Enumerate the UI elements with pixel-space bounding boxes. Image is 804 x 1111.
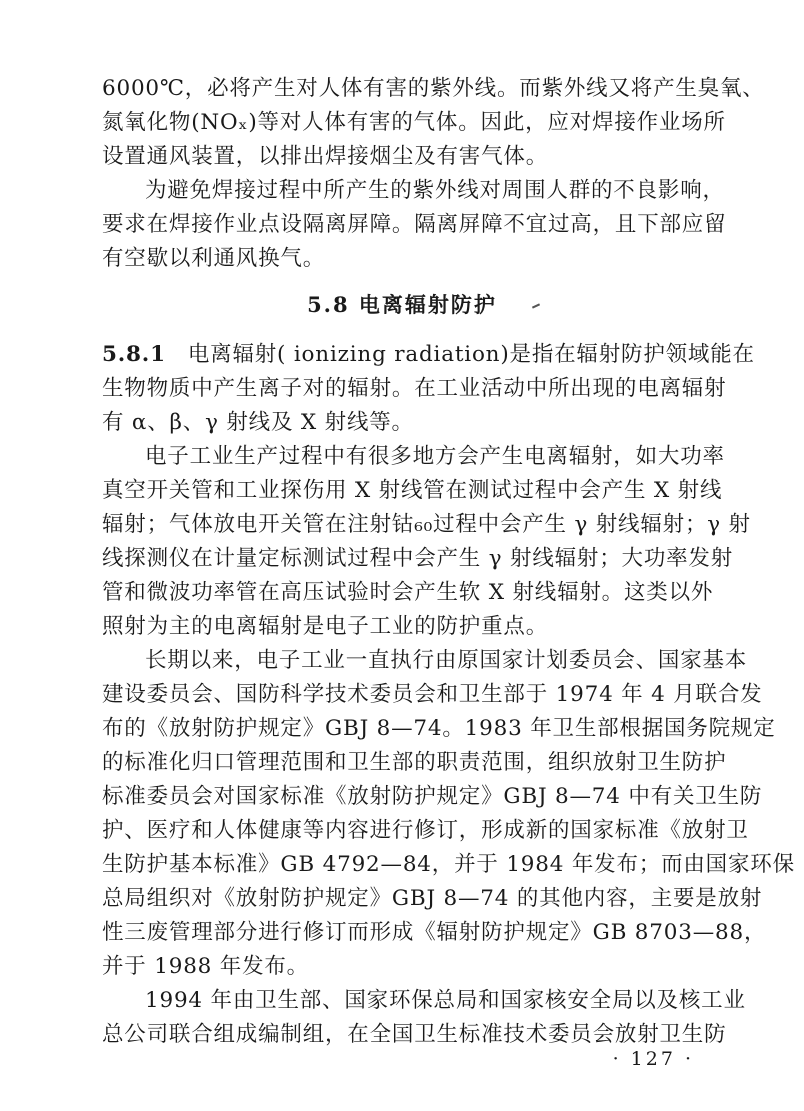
paragraph-line: 性三废管理部分进行修订而形成《辐射防护规定》GB 8703—88， xyxy=(102,920,767,945)
page-number: · 127 · xyxy=(612,1048,694,1070)
paragraph-line: 长期以来，电子工业一直执行由原国家计划委员会、国家基本 xyxy=(145,648,748,673)
paragraph-line: 建设委员会、国防科学技术委员会和卫生部于 1974 年 4 月联合发 xyxy=(102,682,763,707)
section-heading: 5.8 电离辐射防护 xyxy=(307,292,497,317)
paragraph-line: 生防护基本标准》GB 4792—84，并于 1984 年发布；而由国家环保 xyxy=(102,852,795,877)
paragraph-line: 护、医疗和人体健康等内容进行修订，形成新的国家标准《放射卫 xyxy=(102,818,749,843)
paragraph-line: 氮氧化物(NOₓ)等对人体有害的气体。因此，应对焊接作业场所 xyxy=(102,110,726,135)
paragraph-line: 标准委员会对国家标准《放射防护规定》GBJ 8—74 中有关卫生防 xyxy=(102,784,763,809)
paragraph-line: 1994 年由卫生部、国家环保总局和国家核安全局以及核工业 xyxy=(145,988,746,1013)
paragraph-line: 有 α、β、γ 射线及 X 射线等。 xyxy=(102,410,414,435)
paragraph-line: 设置通风装置，以排出焊接烟尘及有害气体。 xyxy=(102,144,549,169)
clause-first-line xyxy=(102,338,755,372)
paragraph-line: 要求在焊接作业点设隔离屏障。隔离屏障不宜过高，且下部应留 xyxy=(102,212,727,237)
paragraph-line: 生物物质中产生离子对的辐射。在工业活动中所出现的电离辐射 xyxy=(102,376,727,401)
paragraph-line: 的标准化归口管理范围和卫生部的职责范围，组织放射卫生防护 xyxy=(102,750,727,775)
paragraph-line: 并于 1988 年发布。 xyxy=(102,954,309,979)
paragraph-line: 线探测仪在计量定标测试过程中会产生 γ 射线辐射；大功率发射 xyxy=(102,546,734,571)
paragraph-line: 6000℃，必将产生对人体有害的紫外线。而紫外线又将产生臭氧、 xyxy=(102,76,765,101)
paragraph-line: 管和微波功率管在高压试验时会产生软 X 射线辐射。这类以外 xyxy=(102,580,714,605)
clause-text: 电离辐射( ionizing radiation)是指在辐射防护领域能在 xyxy=(187,342,755,367)
paragraph-line: 有空歇以利通风换气。 xyxy=(102,246,326,271)
paragraph-line: 电子工业生产过程中有很多地方会产生电离辐射，如大功率 xyxy=(145,444,725,469)
paragraph-line: 为避免焊接过程中所产生的紫外线对周围人群的不良影响， xyxy=(145,178,725,203)
paragraph-line: 总公司联合组成编制组，在全国卫生标准技术委员会放射卫生防 xyxy=(102,1022,727,1047)
paragraph-line: 布的《放射防护规定》GBJ 8—74。1983 年卫生部根据国务院规定 xyxy=(102,716,776,741)
clause-number: 5.8.1 xyxy=(102,342,166,367)
paragraph-line: 总局组织对《放射防护规定》GBJ 8—74 的其他内容，主要是放射 xyxy=(102,886,763,911)
paragraph-line: 照射为主的电离辐射是电子工业的防护重点。 xyxy=(102,614,549,639)
paragraph-line: 辐射；气体放电开关管在注射钴₆₀过程中会产生 γ 射线辐射；γ 射 xyxy=(102,512,751,537)
paragraph-line: 真空开关管和工业探伤用 X 射线管在测试过程中会产生 X 射线 xyxy=(102,478,723,503)
